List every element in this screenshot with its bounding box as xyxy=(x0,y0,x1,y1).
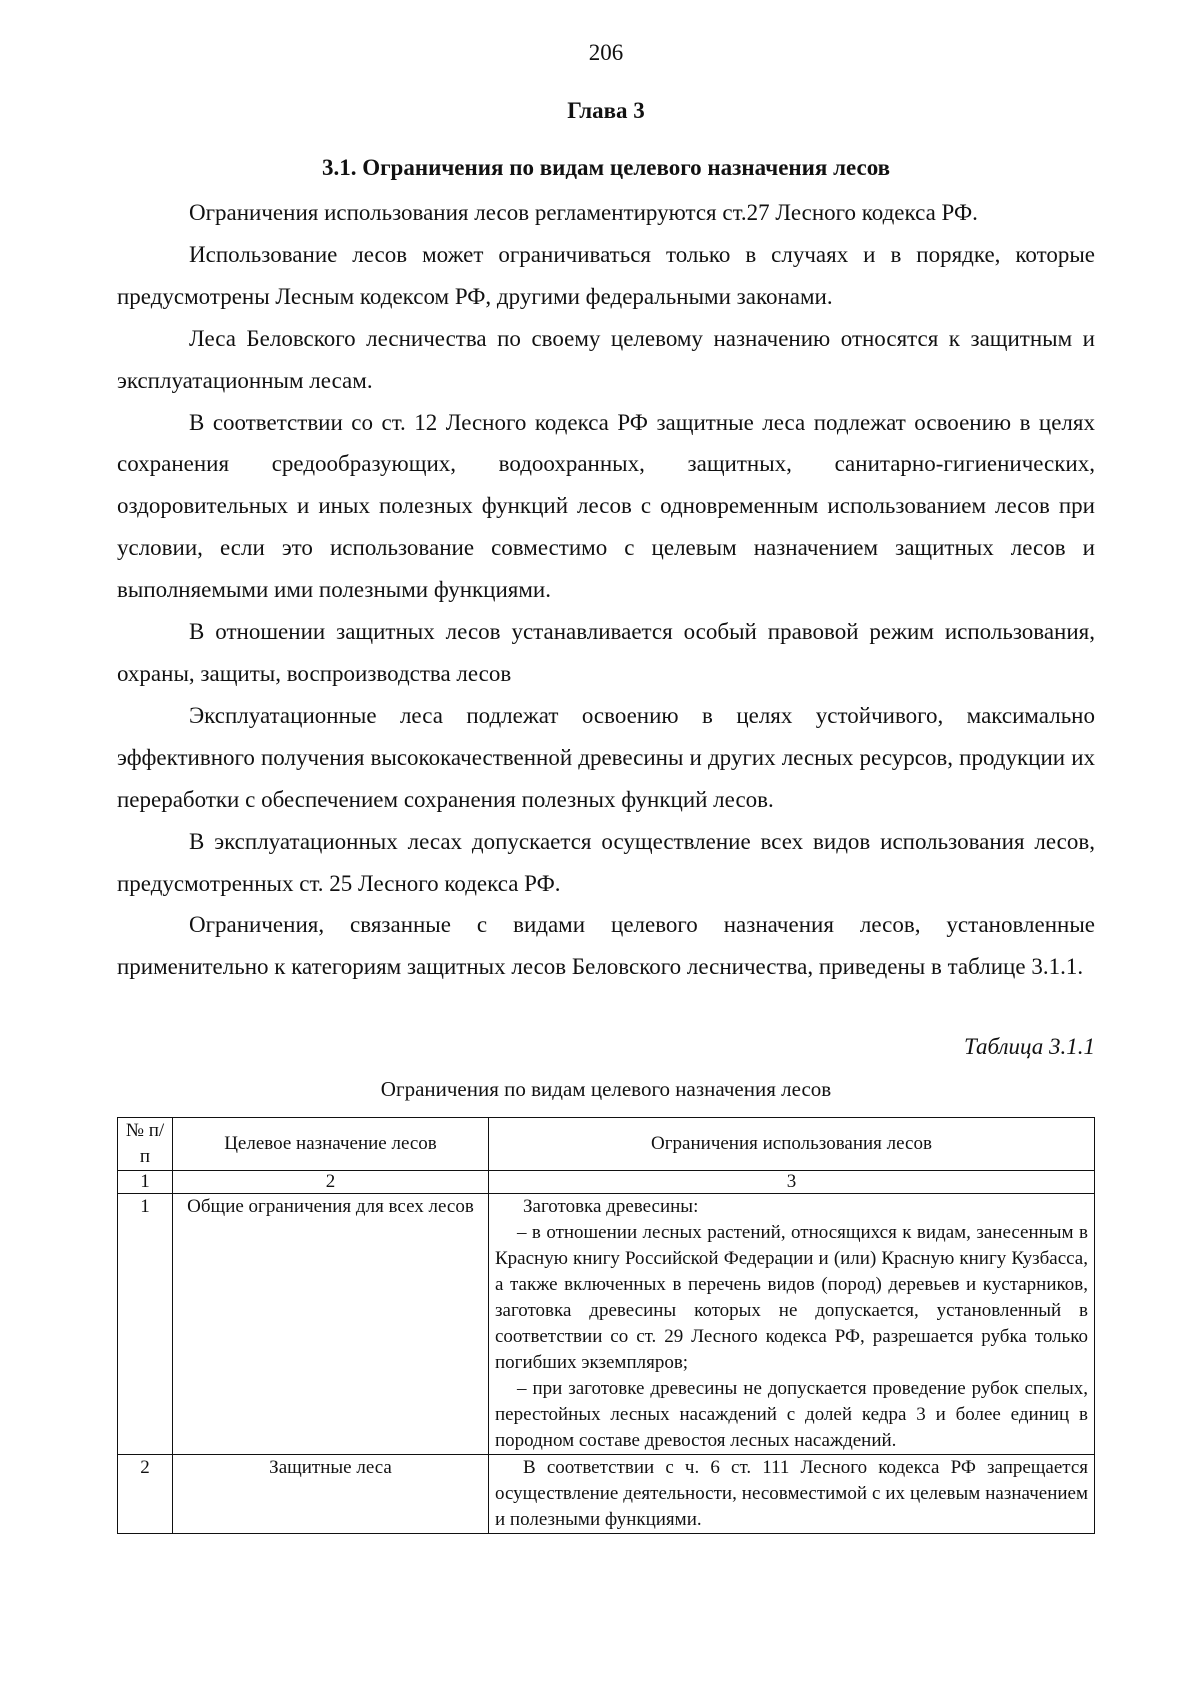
table-header-row xyxy=(118,1118,1095,1171)
restriction-text: Заготовка древесины: xyxy=(523,1196,699,1217)
table-caption: Таблица 3.1.1 xyxy=(963,1034,1095,1059)
header-purpose: Целевое назначение лесов xyxy=(173,1118,489,1171)
header-restrictions: Ограничения использования лесов xyxy=(489,1118,1095,1171)
body-text xyxy=(117,192,1095,988)
paragraph: В эксплуатационных лесах допускается осуществление всех видов использования лесов, предусмотренных ст. 25 Лесного кодекса РФ. xyxy=(117,828,1095,896)
index-cell: 2 xyxy=(173,1171,489,1194)
chapter-title: Глава 3 xyxy=(567,98,645,123)
row-restrictions xyxy=(489,1194,1095,1455)
paragraph: В соответствии со ст. 12 Лесного кодекса РФ защитные леса подлежат освоению в целях сохранения средообразующих, водоохранных, защитных, санитарно-гигиенических, оздоровительных и иных полезных функций лесов с одновременным использованием лесов при условии, если это использование совместимо с целевым назначением защитных лесов и выполняемыми ими полезными функциями. xyxy=(117,409,1095,603)
restriction-text: – при заготовке древесины не допускается проведение рубок спелых, перестойных лесных насаждений с долей кедра 3 и более единиц в породном составе древостоя лесных насаждений. xyxy=(495,1378,1088,1451)
paragraph: Ограничения использования лесов регламентируются ст.27 Лесного кодекса РФ. xyxy=(189,200,978,225)
page-number: 206 xyxy=(588,40,624,65)
index-cell: 3 xyxy=(489,1171,1095,1194)
restriction-text: – в отношении лесных растений, относящихся к видам, занесенным в Красную книгу Российской Федерации и (или) Красную книгу Кузбасса, а также включенных в перечень видов (пород) деревьев и кустарников, заготовка древесины которых не допускается, установленный в соответствии со ст. 29 Лесного кодекса РФ, разрешается рубка только погибших экземпляров; xyxy=(495,1222,1088,1373)
row-num: 2 xyxy=(118,1455,173,1534)
index-cell: 1 xyxy=(118,1171,173,1194)
header-num: № п/п xyxy=(118,1118,173,1171)
row-num: 1 xyxy=(118,1194,173,1455)
table-row xyxy=(118,1455,1095,1534)
row-purpose: Защитные леса xyxy=(173,1455,489,1534)
restrictions-table xyxy=(117,1117,1095,1534)
table-index-row xyxy=(118,1171,1095,1194)
paragraph: Эксплуатационные леса подлежат освоению в целях устойчивого, максимально эффективного получения высококачественной древесины и других лесных ресурсов, продукции их переработки с обеспечением сохранения полезных функций лесов. xyxy=(117,702,1095,812)
table-row xyxy=(118,1194,1095,1455)
paragraph: Ограничения, связанные с видами целевого назначения лесов, установленные применительно к категориям защитных лесов Беловского лесничества, приведены в таблице 3.1.1. xyxy=(117,912,1095,980)
paragraph: Использование лесов может ограничиваться только в случаях и в порядке, которые предусмотрены Лесным кодексом РФ, другими федеральными законами. xyxy=(117,241,1095,309)
table-title: Ограничения по видам целевого назначения лесов xyxy=(380,1077,832,1101)
section-title: 3.1. Ограничения по видам целевого назначения лесов xyxy=(321,155,891,180)
row-purpose: Общие ограничения для всех лесов xyxy=(173,1194,489,1455)
row-restrictions xyxy=(489,1455,1095,1534)
paragraph: В отношении защитных лесов устанавливается особый правовой режим использования, охраны, защиты, воспроизводства лесов xyxy=(117,619,1095,686)
paragraph: Леса Беловского лесничества по своему целевому назначению относятся к защитным и эксплуатационным лесам. xyxy=(117,325,1095,393)
restriction-text: В соответствии с ч. 6 ст. 111 Лесного кодекса РФ запрещается осуществление деятельности, несовместимой с их целевым назначением и полезными функциями. xyxy=(495,1457,1088,1530)
